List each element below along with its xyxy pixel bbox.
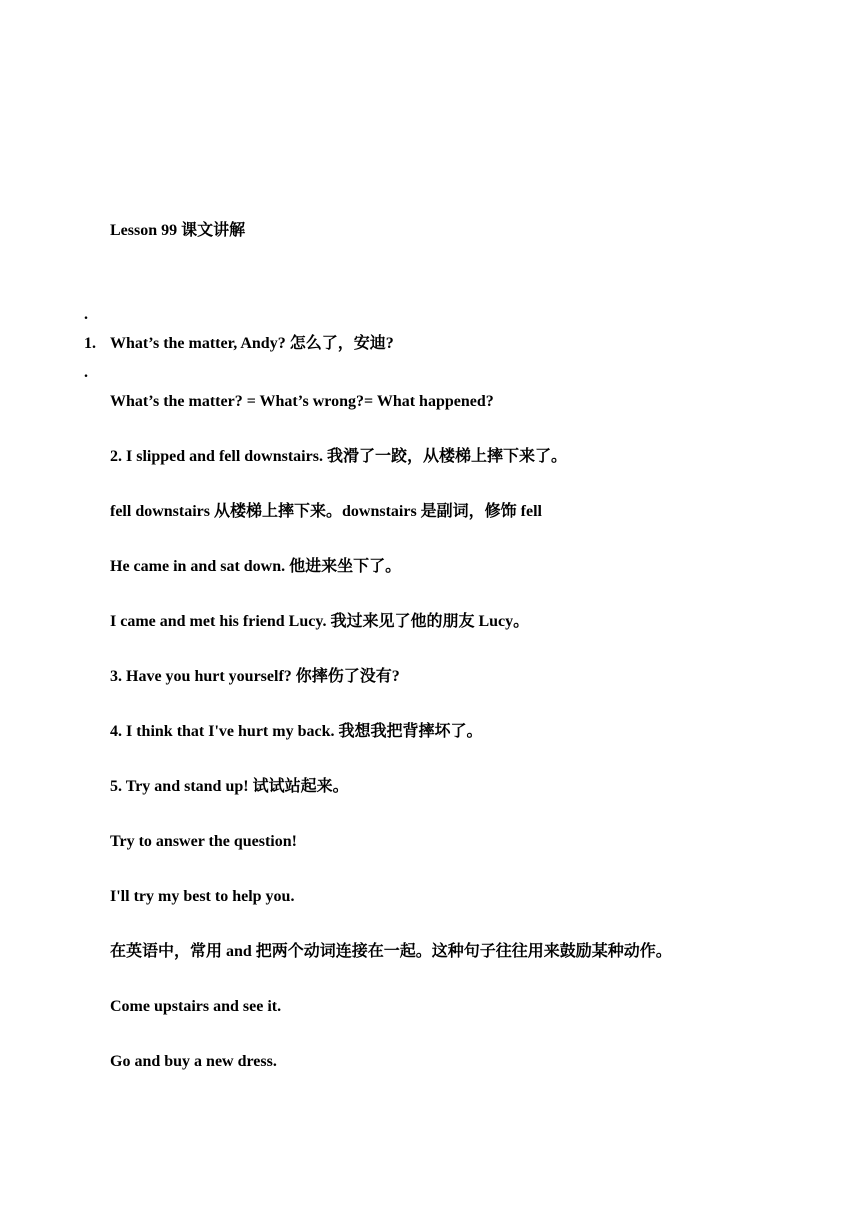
text-line: What’s the matter? = What’s wrong?= What happened?	[110, 393, 494, 410]
text-line: 2. I slipped and fell downstairs. 我滑了一跤，从楼梯上摔下来了。	[110, 448, 567, 465]
text-line: I'll try my best to help you.	[110, 888, 295, 905]
text-line: Try to answer the question!	[110, 833, 297, 850]
text-line: I came and met his friend Lucy. 我过来见了他的朋友 Lucy。	[110, 613, 530, 630]
list-item-number: 1.	[84, 335, 96, 352]
text-line: 在英语中，常用 and 把两个动词连接在一起。这种句子往往用来鼓励某种动作。	[110, 943, 672, 960]
list-bullet: .	[84, 306, 88, 323]
text-line: 4. I think that I've hurt my back. 我想我把背摔坏了。	[110, 723, 483, 740]
text-line: 3. Have you hurt yourself? 你摔伤了没有?	[110, 668, 400, 685]
text-line: Come upstairs and see it.	[110, 998, 282, 1015]
text-line: fell downstairs 从楼梯上摔下来。downstairs 是副词，修饰 fell	[110, 503, 543, 520]
list-item-text: What’s the matter, Andy? 怎么了，安迪?	[110, 335, 394, 352]
text-line: 5. Try and stand up! 试试站起来。	[110, 778, 349, 795]
lesson-title: Lesson 99 课文讲解	[110, 222, 246, 239]
text-line: Go and buy a new dress.	[110, 1053, 277, 1070]
text-line: He came in and sat down. 他进来坐下了。	[110, 558, 402, 575]
list-bullet: .	[84, 364, 88, 381]
